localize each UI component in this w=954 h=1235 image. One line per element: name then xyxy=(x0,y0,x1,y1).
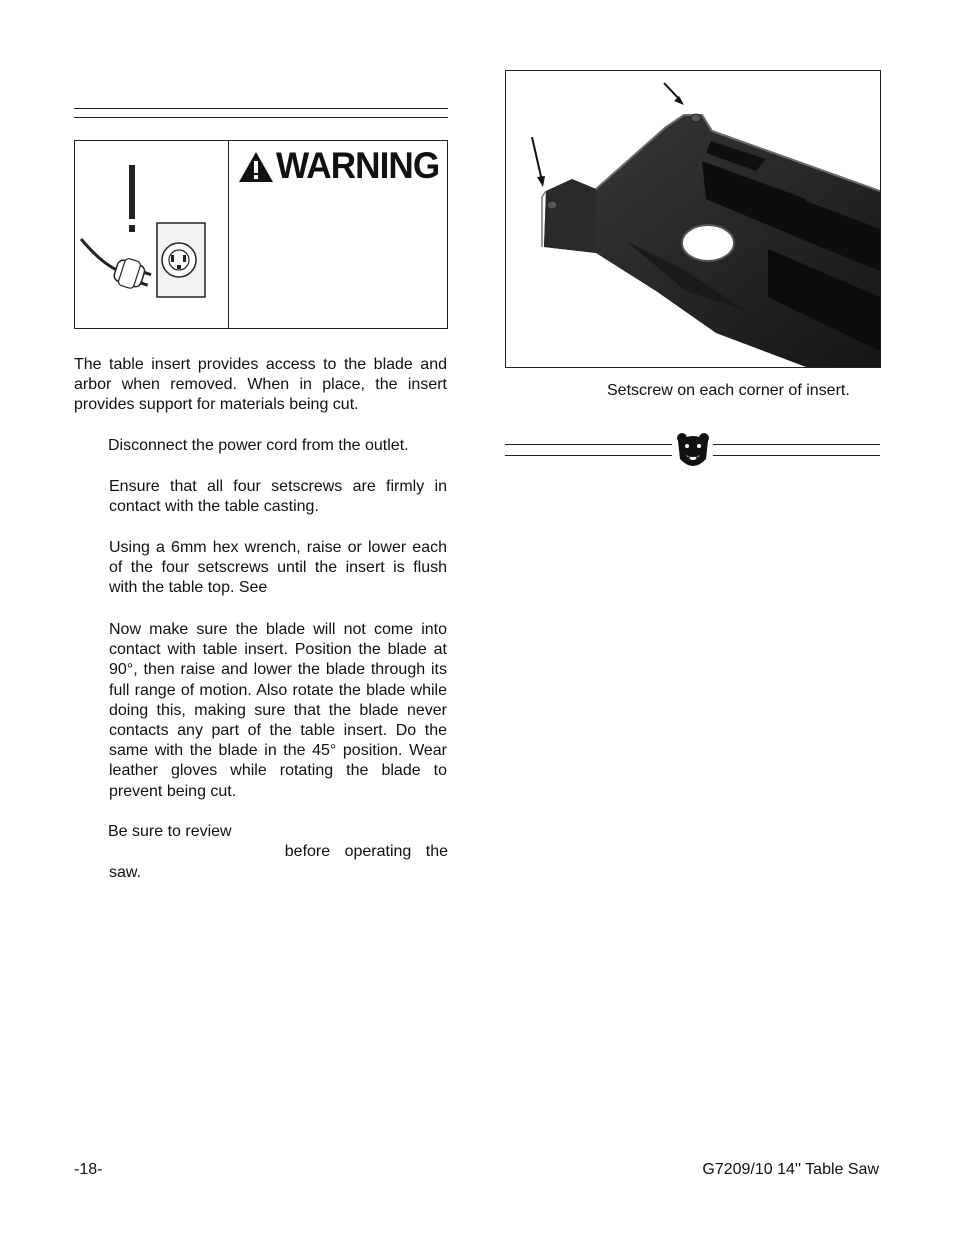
section-header-rule-bottom xyxy=(74,117,448,118)
step-5 xyxy=(108,822,448,884)
intro-paragraph: The table insert provides access to the blade and arbor when removed. When in place, the insert provides support for materials being cut. xyxy=(74,356,447,414)
figure-caption: Setscrew on each corner of insert. xyxy=(607,382,850,399)
page-number: -18- xyxy=(74,1161,103,1178)
warning-triangle-icon xyxy=(237,150,275,184)
step-4: Now make sure the blade will not come into contact with table insert. Position the blade at 90°, then raise and lower the blade through its full range of motion. Also rotate the blade while doing this, making sure that the blade never contacts any part of the table insert. Do the same with the blade in the 45° position. Wear leather gloves while rotating the blade to prevent being cut. xyxy=(109,621,447,800)
warning-box xyxy=(74,140,448,329)
bear-logo-icon xyxy=(674,431,712,471)
step-5-line-3: saw. xyxy=(109,864,142,881)
table-insert-photo xyxy=(505,70,881,368)
manual-title: G7209/10 14'' Table Saw xyxy=(702,1161,879,1178)
section-end-rule-right-top xyxy=(713,444,880,445)
step-3: Using a 6mm hex wrench, raise or lower each of the four setscrews until the insert is flush with the table top. See xyxy=(109,539,447,597)
section-end-rule-left-top xyxy=(505,444,672,445)
step-2: Ensure that all four setscrews are firmly in contact with the table casting. xyxy=(109,478,447,516)
section-header-rule-top xyxy=(74,108,448,109)
step-5-line-2: before operating the xyxy=(284,843,448,860)
warning-label: WARNING xyxy=(276,145,440,186)
unplug-warning-illustration xyxy=(79,157,225,317)
section-end-rule-left-bottom xyxy=(505,455,672,456)
step-1: Disconnect the power cord from the outlet. xyxy=(108,437,409,454)
step-5-line-1: Be sure to review xyxy=(108,823,232,840)
warning-divider xyxy=(228,141,229,328)
section-end-rule-right-bottom xyxy=(713,455,880,456)
